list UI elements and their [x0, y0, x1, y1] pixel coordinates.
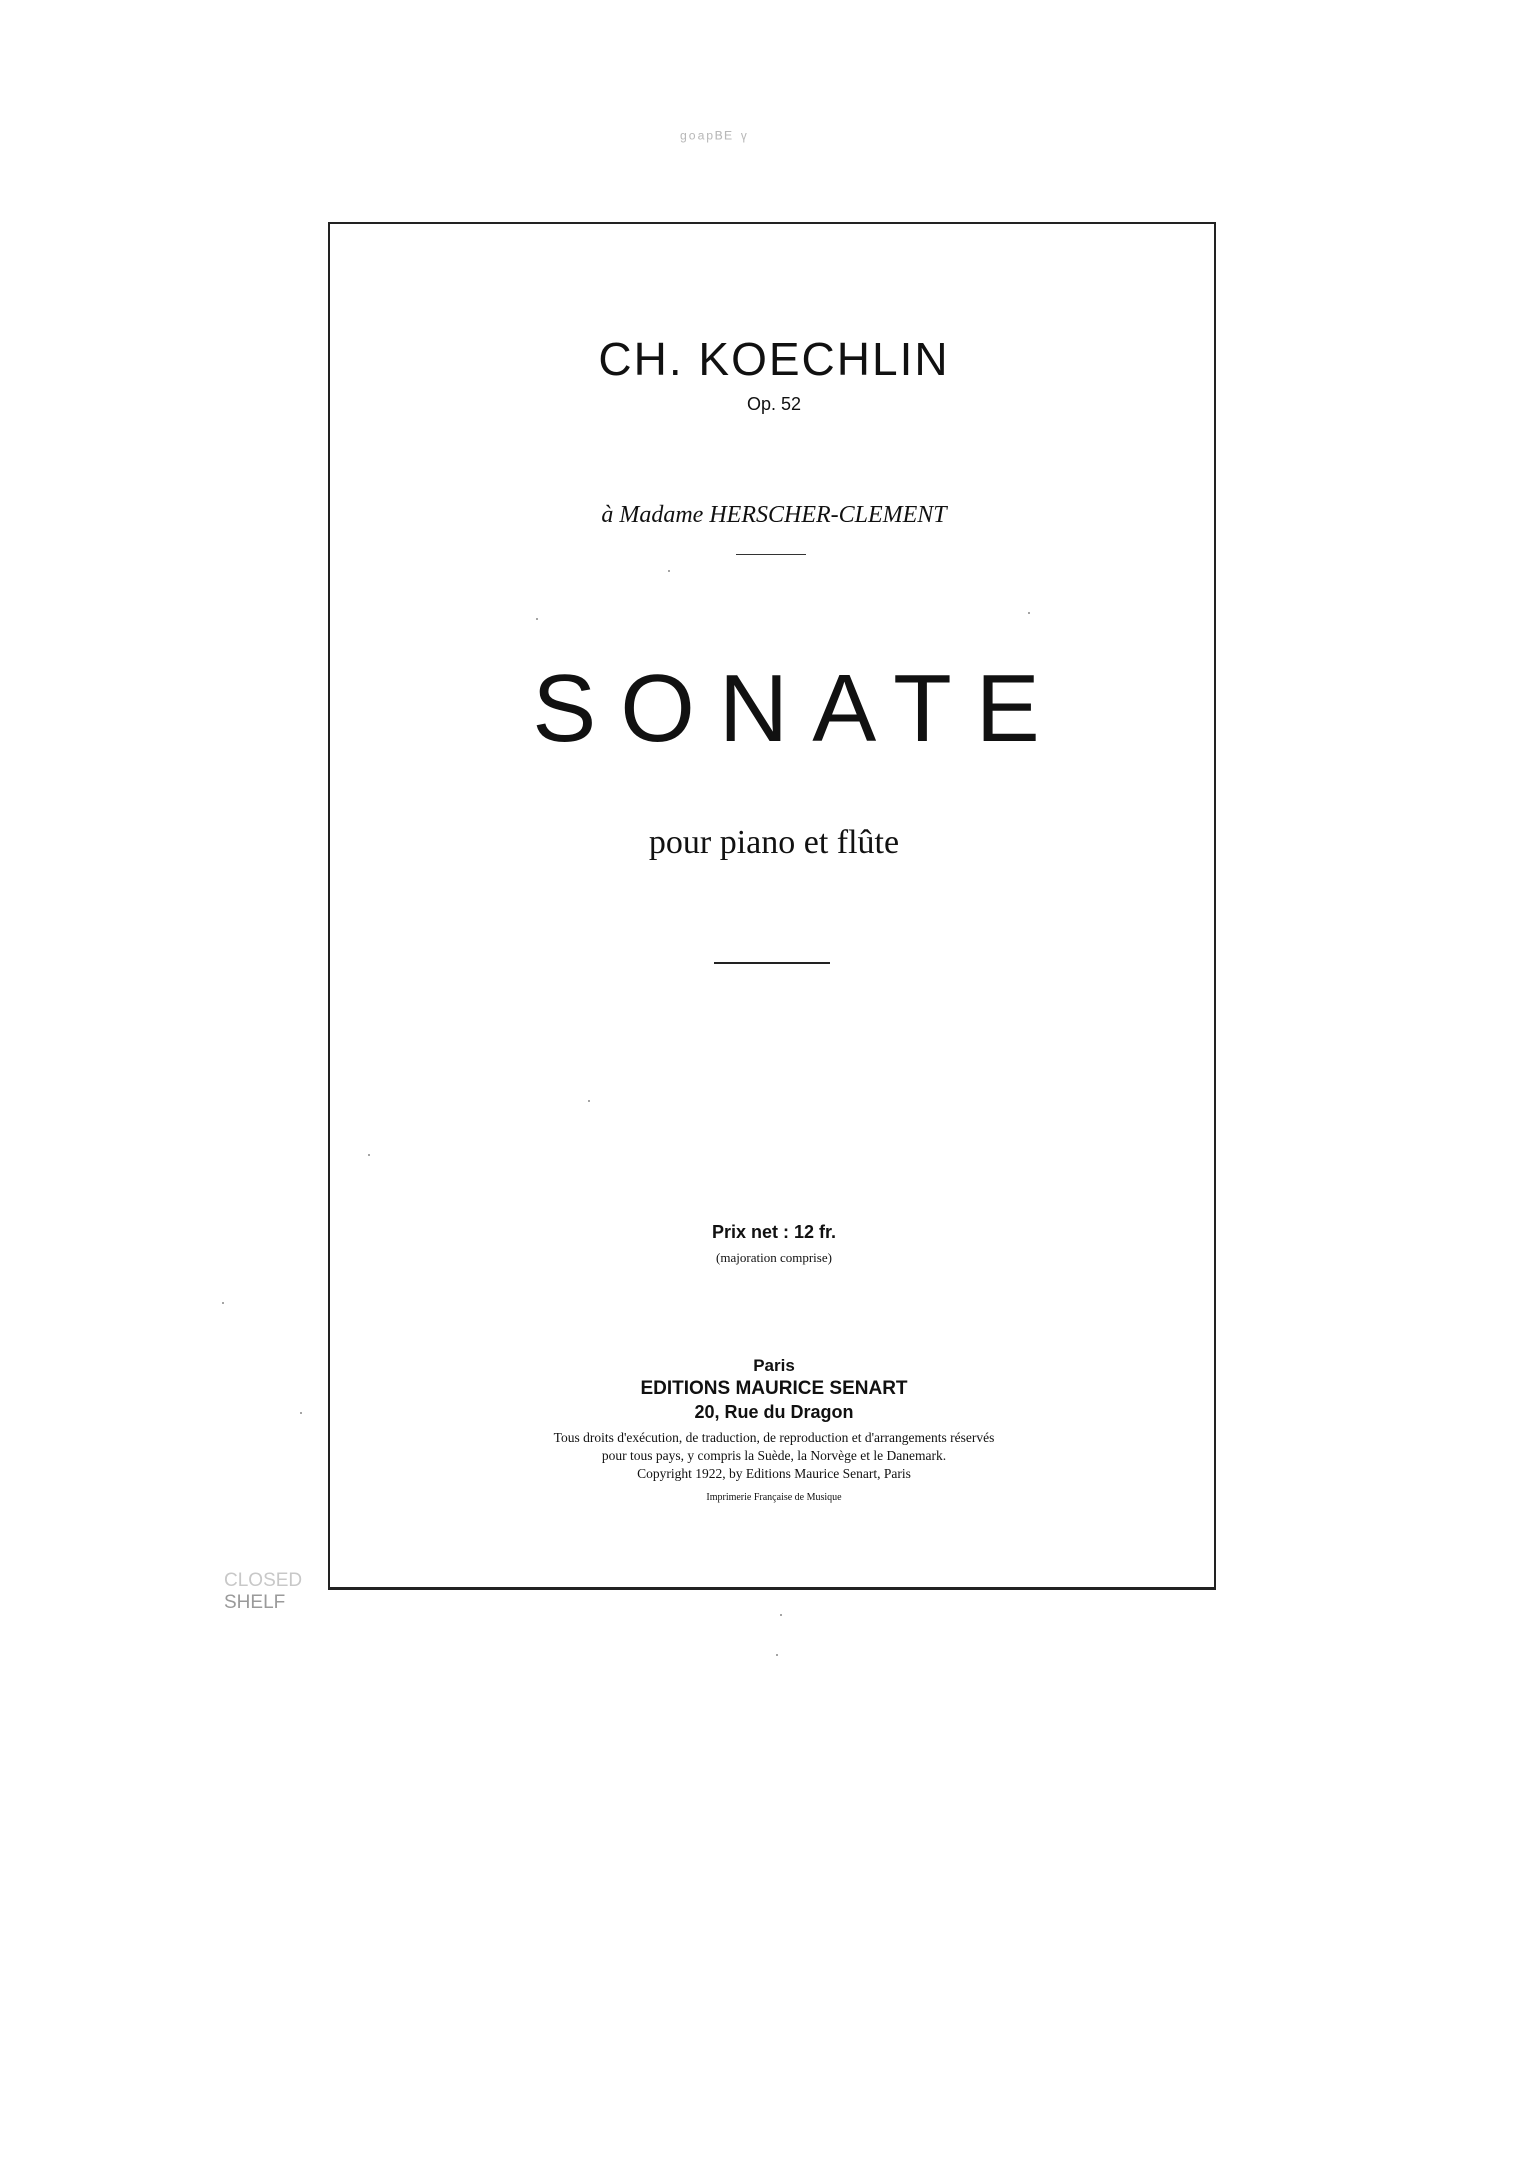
- opus-number: Op. 52: [746, 394, 802, 414]
- work-title: SONATE: [532, 655, 1064, 762]
- paper-speck: [668, 570, 670, 572]
- price-note: (majoration comprise): [716, 1250, 832, 1265]
- rights-notice-line-2: pour tous pays, y compris la Suède, la Norvège et le Danemark.: [601, 1448, 947, 1463]
- rights-notice-line-1: Tous droits d'exécution, de traduction, de reproduction et d'arrangements réservés: [553, 1430, 995, 1445]
- title-page-frame: [328, 222, 1216, 1590]
- dedication: à Madame HERSCHER-CLEMENT: [601, 502, 947, 528]
- paper-speck: [780, 1614, 782, 1616]
- paper-speck: [588, 1100, 590, 1102]
- stamp-line-1: CLOSED: [224, 1570, 303, 1591]
- paper-speck: [300, 1412, 302, 1414]
- paper-speck: [1028, 612, 1030, 614]
- composer-name: CH. KOECHLIN: [598, 333, 950, 385]
- work-subtitle: pour piano et flûte: [648, 824, 900, 861]
- library-shelf-stamp: [224, 1570, 302, 1614]
- publisher-address: 20, Rue du Dragon: [694, 1402, 854, 1422]
- paper-speck: [776, 1654, 778, 1656]
- stamp-line-2: SHELF: [224, 1592, 286, 1613]
- copyright-notice: Copyright 1922, by Editions Maurice Senart, Paris: [637, 1466, 911, 1481]
- header-smudge: ᵍᵒᵃᵖᴮᴱ ᵞ: [680, 128, 749, 148]
- printer-credit: Imprimerie Française de Musique: [706, 1492, 842, 1503]
- price-label: Prix net : 12 fr.: [711, 1222, 837, 1242]
- publisher-city: Paris: [753, 1356, 795, 1375]
- divider-rule: [714, 962, 830, 964]
- paper-speck: [368, 1154, 370, 1156]
- divider-rule-small: [736, 554, 806, 555]
- publisher-name: EDITIONS MAURICE SENART: [640, 1378, 908, 1399]
- paper-speck: [536, 618, 538, 620]
- paper-speck: [222, 1302, 224, 1304]
